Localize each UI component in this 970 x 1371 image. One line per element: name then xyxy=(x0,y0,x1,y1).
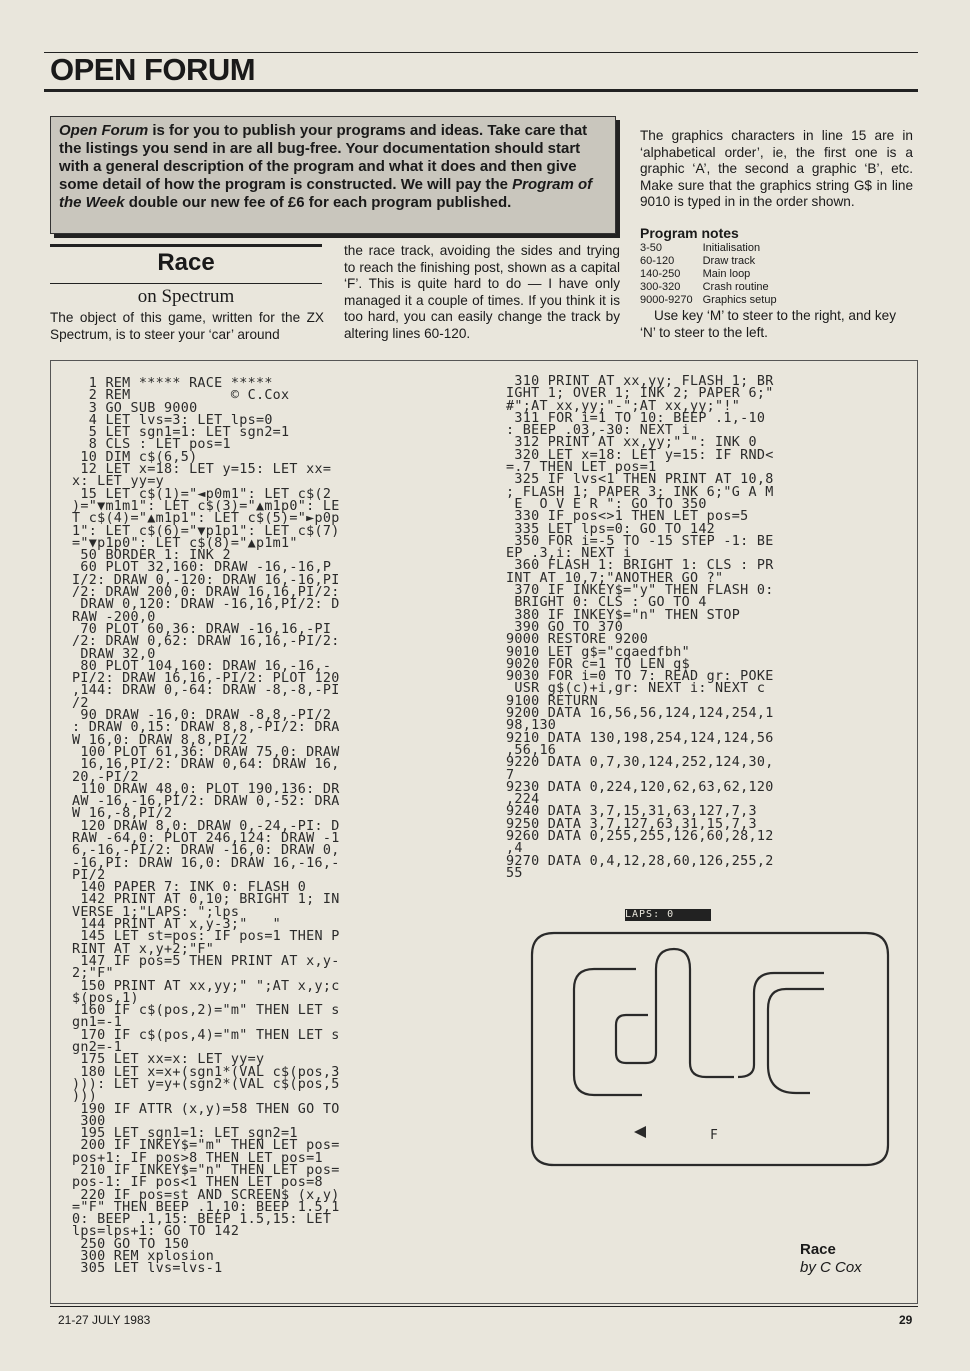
code-line: 98,130 xyxy=(506,718,557,734)
code-line: DRAW 0,120: DRAW -16,16,PI/2: D xyxy=(72,597,340,613)
article-title: Race xyxy=(157,249,215,276)
code-line: 9010 LET g$="cgaedfbh" xyxy=(506,644,690,660)
code-line: 100 PLOT 61,36: DRAW 75,0: DRAW xyxy=(72,744,340,760)
code-line: 0: BEEP .1,15: BEEP 1.5,15: LET xyxy=(72,1212,332,1228)
code-line: IGHT 1; OVER 1; INK 2; PAPER 6;" xyxy=(506,386,774,402)
code-line: 175 LET xx=x: LET yy=y xyxy=(72,1052,265,1068)
code-line: 9210 DATA 130,198,254,124,124,56 xyxy=(506,730,774,746)
listing-left xyxy=(72,378,340,1276)
code-line: 2 REM © C.Cox xyxy=(72,388,290,404)
article-body-col2: the race track, avoiding the sides and trying to reach the finishing post, shown as a capital ‘F’. This is quite hard to do — I have only managed it a couple of times. If you think it is too hard, you can easily change the track by altering lines 60-120. xyxy=(344,243,620,341)
code-line: PI/2: DRAW 16,16,-PI/2: PLOT 120 xyxy=(72,671,340,687)
code-line: 4 LET lvs=3: LET lps=0 xyxy=(72,412,273,428)
code-line: 1 REM ***** RACE ***** xyxy=(72,376,273,391)
code-line: 145 LET st=pos: IF pos=1 THEN P xyxy=(72,929,340,945)
article-subtitle: on Spectrum xyxy=(137,286,235,307)
page-number: 29 xyxy=(899,1313,913,1327)
intro-potw: Program of the Week xyxy=(59,176,593,211)
code-line: 9240 DATA 3,7,15,31,63,127,7,3 xyxy=(506,804,757,820)
code-line: 120 DRAW 8,0: DRAW 0,-24,-PI: D xyxy=(72,818,340,834)
code-line: 300 REM xplosion xyxy=(72,1249,215,1265)
header-bottom-rule xyxy=(44,89,918,92)
race-track-diagram xyxy=(524,925,896,1170)
finish-marker: F xyxy=(710,1128,718,1143)
program-note-row xyxy=(640,281,787,294)
code-line: 305 LET lvs=lvs-1 xyxy=(72,1261,223,1277)
code-line: #";AT xx,yy;"-";AT xx,yy;"!" xyxy=(506,398,741,414)
code-line: 390 GO TO 370 xyxy=(506,619,624,635)
code-line: W 16,0: DRAW 8,8,PI/2 xyxy=(72,732,248,748)
code-line: 6,-16,-PI/2: DRAW -16,0: DRAW 0, xyxy=(72,843,340,859)
code-line: 9000 RESTORE 9200 xyxy=(506,632,649,648)
code-line: 330 IF pos<>1 THEN LET pos=5 xyxy=(506,509,749,525)
code-line: 9230 DATA 0,224,120,62,63,62,120 xyxy=(506,779,774,795)
intro-lead: Open Forum xyxy=(59,122,149,139)
program-note-lines: 140-250 xyxy=(640,268,681,280)
code-line: 195 LET sgn1=1: LET sgn2=1 xyxy=(72,1126,298,1142)
program-note-row xyxy=(640,242,787,255)
sidebar-text: The graphics characters in line 15 are in ‘alphabetical order’, ie, the first one is a graphic ‘A’, the second a graphic ‘B’, etc. Make sure that the graphics string G$ in line 9010 is typed in in the order shown. xyxy=(640,128,913,209)
code-line: AW -16,-16,PI/2: DRAW 0,-52: DRA xyxy=(72,794,340,810)
program-notes-table xyxy=(640,242,787,307)
code-line: 350 FOR i=-5 TO -15 STEP -1: BE xyxy=(506,533,774,549)
program-note-lines: 3-50 xyxy=(640,242,663,254)
code-line: 110 DRAW 48,0: PLOT 190,136: DR xyxy=(72,781,340,797)
code-line: : BEEP .03,-30: NEXT i xyxy=(506,423,690,439)
code-line: 9250 DATA 3,7,127,63,31,15,7,3 xyxy=(506,816,757,832)
program-note-lines: 300-320 xyxy=(640,281,681,293)
code-line: 312 PRINT AT xx,yy;" ": INK 0 xyxy=(506,435,757,451)
program-note-row xyxy=(640,268,787,281)
code-line: 142 PRINT AT 0,10; BRIGHT 1; IN xyxy=(72,892,340,908)
code-line: ; FLASH 1; PAPER 3; INK 6;"G A M xyxy=(506,484,774,500)
code-line: 15 LET c$(1)="◄p0m1": LET c$(2 xyxy=(72,486,332,502)
track-center-loop xyxy=(616,949,674,1063)
code-line: pos-1: IF pos<1 THEN LET pos=8 xyxy=(72,1175,323,1191)
code-line: EP .3,i: NEXT i xyxy=(506,546,632,562)
car-marker xyxy=(634,1126,646,1138)
code-line: /2: DRAW 200,0: DRAW 16,16,PI/2: xyxy=(72,585,340,601)
code-line: 250 GO TO 150 xyxy=(72,1236,190,1252)
code-line: 16,16,PI/2: DRAW 0,64: DRAW 16, xyxy=(72,757,340,773)
track-center-stem xyxy=(674,949,734,1077)
code-line: 9030 FOR i=0 TO 7: READ gr: POKE xyxy=(506,669,774,685)
code-line: 12 LET x=18: LET y=15: LET xx= xyxy=(72,462,332,478)
program-note-desc: Graphics setup xyxy=(702,294,777,306)
code-line: 147 IF pos=5 THEN PRINT AT x,y- xyxy=(72,953,340,969)
code-line: ,56,16 xyxy=(506,742,557,758)
code-line: INT AT 10,7;"ANOTHER GO ?" xyxy=(506,570,724,586)
code-line: : DRAW 0,15: DRAW 8,8,-PI/2: DRA xyxy=(72,720,340,736)
code-line: PI/2 xyxy=(72,867,106,883)
code-line: 380 IF INKEY$="n" THEN STOP xyxy=(506,607,741,623)
program-note-lines: 9000-9270 xyxy=(640,294,693,306)
code-line: RAW -200,0 xyxy=(72,609,156,625)
code-line: USR g$(c)+i,gr: NEXT i: NEXT c xyxy=(506,681,766,697)
program-notes-heading: Program notes xyxy=(640,225,739,241)
code-line: 9100 RETURN xyxy=(506,693,598,709)
program-note-desc: Main loop xyxy=(702,268,751,280)
code-line: 1": LET c$(6)="▼p1p1": LET c$(7) xyxy=(72,523,340,539)
code-line: I/2: DRAW 0,-120: DRAW 16,-16,PI xyxy=(72,572,340,588)
code-line: 311 FOR i=1 TO 10: BEEP .1,-10 xyxy=(506,410,766,426)
code-line: ,224 xyxy=(506,792,540,808)
caption-title: Race xyxy=(800,1241,836,1258)
code-line: 9220 DATA 0,7,30,124,252,124,30, xyxy=(506,755,774,771)
code-line: 310 PRINT AT xx,yy; FLASH 1; BR xyxy=(506,374,774,389)
code-line: T c$(4)="▲m1p1": LET c$(5)="►p0p xyxy=(72,511,340,527)
keys-instructions: Use key ‘M’ to steer to the right, and key ‘N’ to steer to the left. xyxy=(640,308,897,340)
article-body-col1: The object of this game, written for the ZX Spectrum, is to steer your ‘car’ around xyxy=(50,310,324,342)
program-note-row xyxy=(640,294,787,307)
code-line: 370 IF INKEY$="y" THEN FLASH 0: xyxy=(506,583,774,599)
code-line: 325 IF lvs<1 THEN PRINT AT 10,8 xyxy=(506,472,774,488)
code-line: 9260 DATA 0,255,255,126,60,28,12 xyxy=(506,828,774,844)
code-line: gn1=-1 xyxy=(72,1015,123,1031)
code-line: 5 LET sgn1=1: LET sgn2=1 xyxy=(72,425,290,441)
track-left-loop xyxy=(574,969,642,1095)
code-line: 335 LET lps=0: GO TO 142 xyxy=(506,521,716,537)
code-line: VERSE 1;"LAPS: ";lps xyxy=(72,904,240,920)
intro-box xyxy=(50,116,616,234)
code-line: 2;"F" xyxy=(72,966,114,982)
code-line: 140 PAPER 7: INK 0: FLASH 0 xyxy=(72,880,307,896)
code-line: 9020 FOR c=1 TO LEN g$ xyxy=(506,656,690,672)
code-line: 80 PLOT 104,160: DRAW 16,-16,- xyxy=(72,658,332,674)
code-line: lps=lps+1: GO TO 142 xyxy=(72,1224,240,1240)
code-line: 20,-PI/2 xyxy=(72,769,139,785)
code-line: 220 IF pos=st AND SCREEN$ (x,y) xyxy=(72,1187,340,1203)
code-line: 210 IF INKEY$="n" THEN LET pos= xyxy=(72,1163,340,1178)
code-line: DRAW 32,0 xyxy=(72,646,156,662)
code-line: 200 IF INKEY$="m" THEN LET pos= xyxy=(72,1138,340,1154)
code-line: 180 LET x=x+(sgn1*(VAL c$(pos,3 xyxy=(72,1064,340,1080)
code-line: 320 LET x=18: LET y=15: IF RND< xyxy=(506,447,774,463)
code-line: W 16,-8,PI/2 xyxy=(72,806,173,822)
code-line: E O V E R ": GO TO 350 xyxy=(506,496,707,512)
footer-rule xyxy=(50,1306,918,1307)
code-line: 10 DIM c$(6,5) xyxy=(72,449,198,465)
code-line: 9270 DATA 0,4,12,28,60,126,255,2 xyxy=(506,853,774,869)
program-note-desc: Crash routine xyxy=(702,281,769,293)
code-line: BRIGHT 0: CLS : GO TO 4 xyxy=(506,595,707,611)
code-line: 70 PLOT 60,36: DRAW -16,16,-PI xyxy=(72,621,332,637)
page-title: OPEN FORUM xyxy=(50,52,256,87)
code-line: 3 GO SUB 9000 xyxy=(72,400,198,416)
code-line: RINT AT x,y+2;"F" xyxy=(72,941,215,957)
intro-text-1: is for you to publish your programs and ideas. Take care that the listings you send in are all bug-free. Your documentation should start with a general description of the program and what it does and then give some detail of how the program is constructed. We will pay the xyxy=(59,122,588,193)
code-line: 9200 DATA 16,56,56,124,124,254,1 xyxy=(506,706,774,722)
article-mid-rule xyxy=(50,283,322,284)
program-note-row xyxy=(640,255,787,268)
code-line: 7 xyxy=(506,767,515,783)
code-line: gn2=-1 xyxy=(72,1040,123,1056)
code-line: )="▼m1m1": LET c$(3)="▲m1p0": LE xyxy=(72,498,340,514)
code-line: /2 xyxy=(72,695,89,711)
code-line: ))): LET y=y+(sgn2*(VAL c$(pos,5 xyxy=(72,1076,340,1092)
track-right-inner xyxy=(768,989,824,1093)
code-line: ))) xyxy=(72,1089,98,1105)
code-line: 8 CLS : LET pos=1 xyxy=(72,437,231,453)
program-note-desc: Draw track xyxy=(702,255,756,267)
caption-author: by C Cox xyxy=(800,1259,862,1276)
code-line: 300 xyxy=(72,1113,106,1129)
laps-indicator: LAPS: 0 xyxy=(625,909,711,921)
article-top-rule xyxy=(50,244,322,247)
code-line: RAW -64,0: PLOT 246,124: DRAW -1 xyxy=(72,830,340,846)
code-line: 190 IF ATTR (x,y)=58 THEN GO TO xyxy=(72,1101,340,1117)
code-line: 170 IF c$(pos,4)="m" THEN LET s xyxy=(72,1027,340,1043)
code-line: ="F" THEN BEEP .1,10: BEEP 1.5,1 xyxy=(72,1199,340,1215)
program-note-desc: Initialisation xyxy=(702,242,761,254)
code-line: 150 PRINT AT xx,yy;" ";AT x,y;c xyxy=(72,978,340,994)
code-line: 360 FLASH 1: BRIGHT 1: CLS : PR xyxy=(506,558,774,574)
listing-right xyxy=(506,376,774,880)
code-line: -16,PI: DRAW 16,0: DRAW 16,-16,- xyxy=(72,855,340,871)
code-line: 50 BORDER 1: INK 2 xyxy=(72,548,231,564)
code-line: x: LET yy=y xyxy=(72,474,164,490)
code-line: ="▼p1p0": LET c$(8)="▲p1m1" xyxy=(72,535,298,551)
code-line: /2: DRAW 0,62: DRAW 16,16,-PI/2: xyxy=(72,634,340,650)
intro-text-2: double our new fee of £6 for each program published. xyxy=(124,194,512,211)
code-line: 160 IF c$(pos,2)="m" THEN LET s xyxy=(72,1003,340,1019)
code-line: 90 DRAW -16,0: DRAW -8,8,-PI/2 xyxy=(72,708,332,724)
code-line: =.7 THEN LET pos=1 xyxy=(506,460,657,476)
code-line: 55 xyxy=(506,865,523,881)
code-line: 60 PLOT 32,160: DRAW -16,-16,P xyxy=(72,560,332,576)
code-line: $(pos,1) xyxy=(72,990,139,1006)
footer-date: 21-27 JULY 1983 xyxy=(58,1313,151,1327)
code-line: pos+1: IF pos>8 THEN LET pos=1 xyxy=(72,1150,323,1166)
code-line: ,4 xyxy=(506,841,523,857)
code-line: ,144: DRAW 0,-64: DRAW -8,-8,-PI xyxy=(72,683,340,699)
code-line: 144 PRINT AT x,y-3;" " xyxy=(72,917,282,933)
program-note-lines: 60-120 xyxy=(640,255,675,267)
